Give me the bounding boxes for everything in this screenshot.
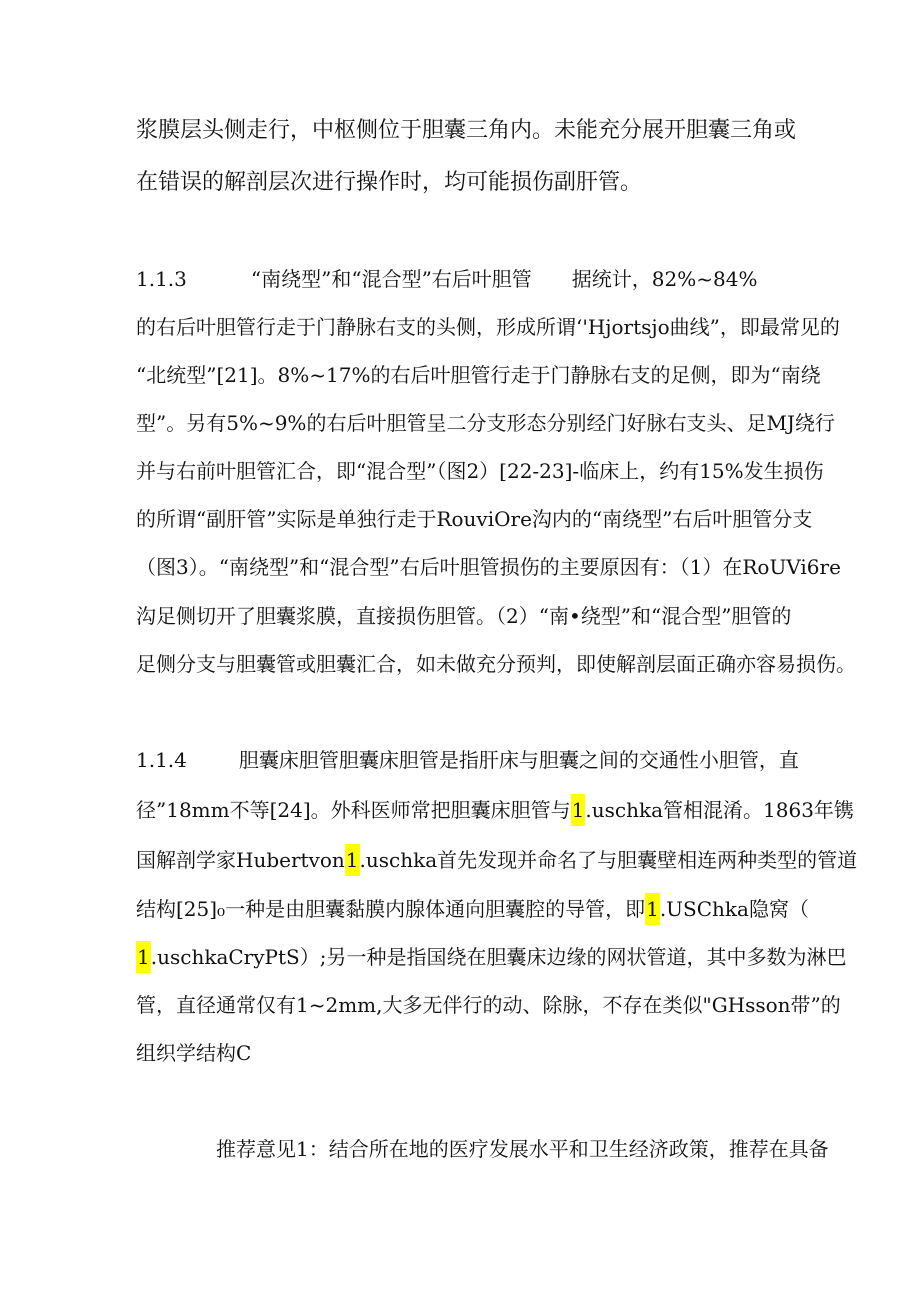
text-line: 浆膜层头侧走行，中枢侧位于胆囊三角内。未能充分展开胆囊三角或 (136, 118, 797, 143)
highlight-mark: 1 (136, 941, 151, 973)
text-line (136, 847, 857, 873)
text-line: 推荐意见1：结合所在地的医疗发展水平和卫生经济政策，推荐在具备 (216, 1137, 829, 1161)
text-span: .uschka管相混淆。1863年镌 (585, 798, 854, 822)
text-line: 在错误的解剖层次进行操作时，均可能损伤副肝管。 (136, 170, 643, 195)
text-line (136, 797, 854, 823)
highlight-mark: 1 (571, 794, 586, 826)
text-line (136, 944, 846, 970)
text-line: 胆囊床胆管胆囊床胆管是指肝床与胆囊之间的交通性小胆管，直 (238, 748, 799, 772)
section-heading-line (136, 266, 757, 292)
section-heading-line (136, 747, 799, 773)
text-line: 并与右前叶胆管汇合，即“混合型”（图2）[22-23]-临床上，约有15%发生损伤 (136, 459, 824, 483)
text-line: 型”。另有5%~9%的右后叶胆管呈二分支形态分别经门好脉右支头、足MJ绕行 (136, 411, 835, 435)
text-line: 的右后叶胆管行走于门静脉右支的头侧，形成所谓‘'Hjortsjo曲线”，即最常见的 (136, 315, 840, 339)
text-line (136, 896, 809, 922)
text-line: 足侧分支与胆囊管或胆囊汇合，如未做充分预判，即使解剖层面正确亦容易损伤。 (136, 652, 856, 676)
text-line: （图3）。“南绕型”和“混合型”右后叶胆管损伤的主要原因有：（1）在RoUVi6re (136, 555, 841, 579)
text-span: 国解剖学家Hubertvon (136, 848, 345, 872)
text-line: 据统计，82%~84% (571, 267, 758, 291)
text-line: 沟足侧切开了胆囊浆膜，直接损伤胆管。（2）“南•绕型”和“混合型”胆管的 (136, 604, 792, 628)
section-number: 1.1.3 (136, 267, 187, 291)
highlight-mark: 1 (345, 844, 360, 876)
text-span: .uschkaCryPtS）;另一种是指国绕在胆囊床边缘的网状管道，其中多数为淋巴 (150, 945, 847, 969)
text-line: 管，直径通常仅有1~2mm,大多无伴行的动、除脉，不存在类似"GHsson带”的 (136, 993, 841, 1017)
section-title: “南绕型”和“混合型”右后叶胆管 (250, 267, 532, 291)
text-line: 的所谓“副肝管”实际是单独行走于RouviOre沟内的“南绕型”右后叶胆管分支 (136, 507, 813, 531)
text-span: .USChka隐窝（ (659, 897, 809, 921)
text-line: 组织学结构C (136, 1041, 252, 1065)
text-line: “北统型”[21]。8%~17%的右后叶胆管行走于门静脉右支的足侧，即为“南绕 (136, 363, 821, 387)
highlight-mark: 1 (645, 893, 660, 925)
text-span: 径”18mm不等[24]。外科医师常把胆囊床胆管与 (136, 798, 571, 822)
text-span: .uschka首先发现并命名了与胆囊壁相连两种类型的管道 (359, 848, 858, 872)
text-span: 结构[25]₀一种是由胆囊黏膜内腺体通向胆囊腔的导管，即 (136, 897, 646, 921)
section-number: 1.1.4 (136, 748, 187, 772)
